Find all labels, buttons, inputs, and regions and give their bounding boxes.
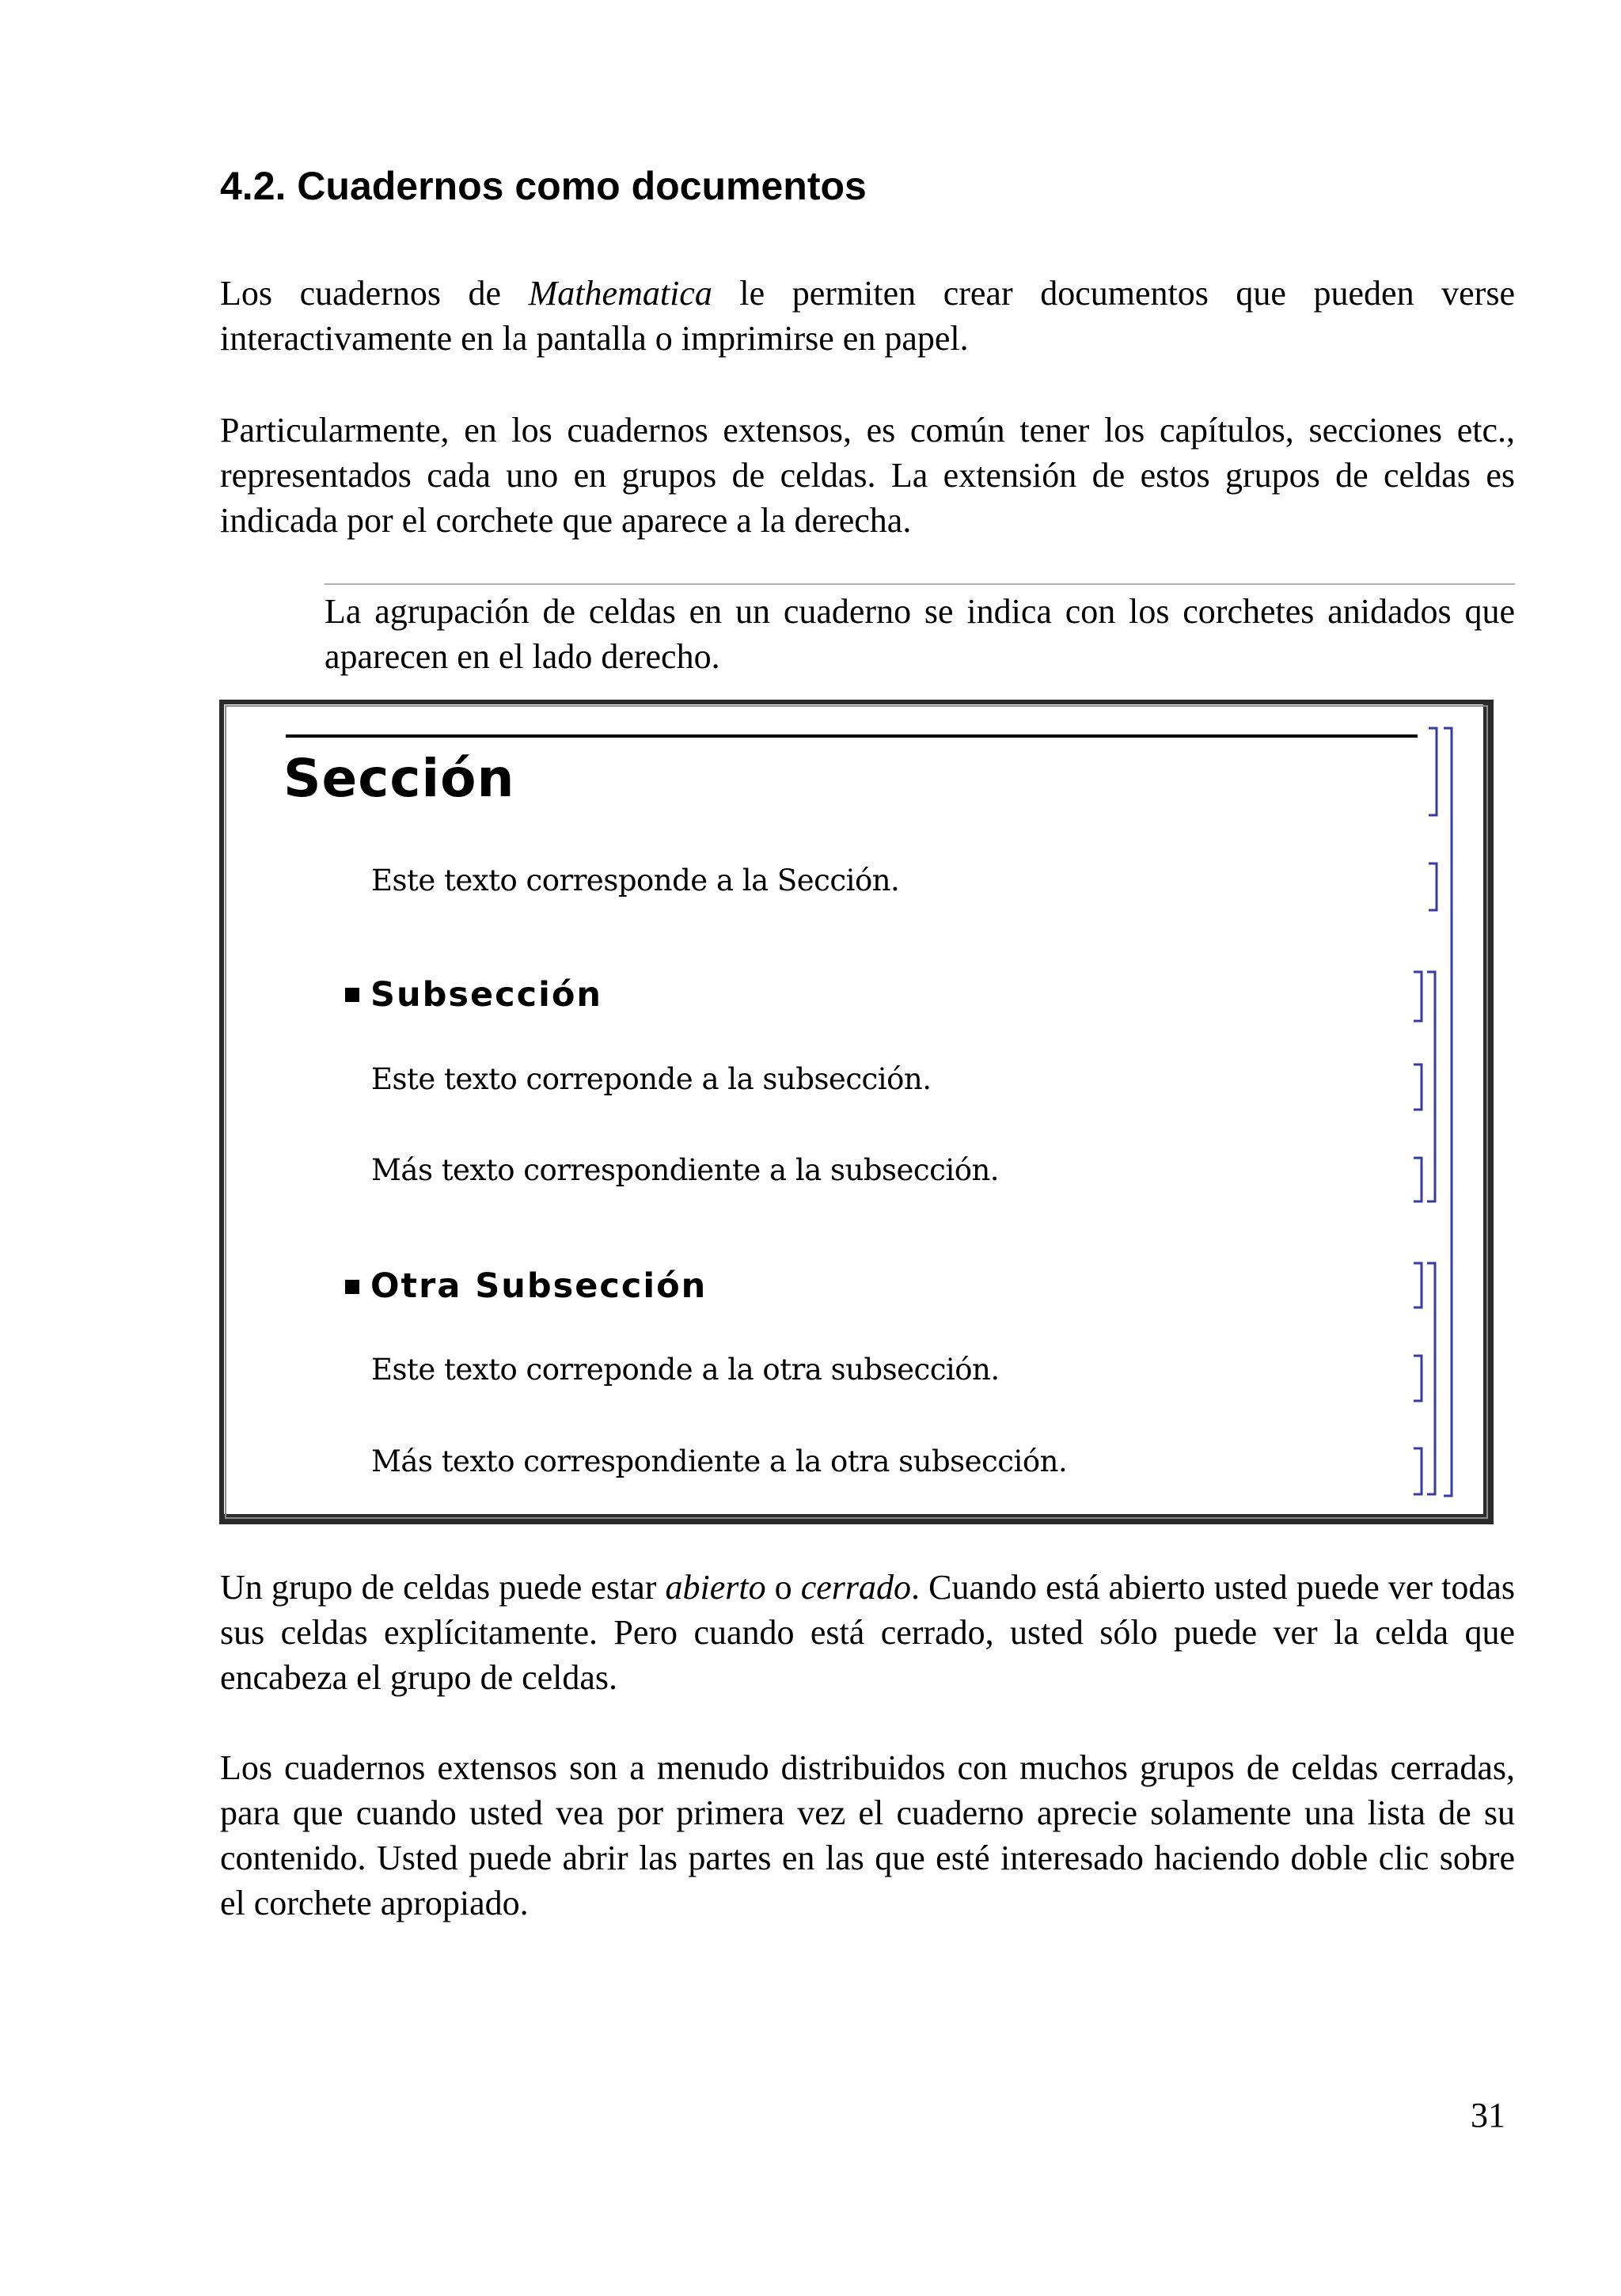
paragraph-open-closed-start: Un grupo de celdas puede estar [220,1568,666,1607]
caption-rule [325,583,1515,585]
cell-bracket[interactable] [1414,1263,1422,1307]
term-open: abierto [665,1568,766,1607]
paragraph-intro [220,271,1515,361]
paragraph-distribution: Los cuadernos extensos son a menudo distribuidos con muchos grupos de celdas cerradas, para que cuando usted vea por primera vez el cuaderno aprecie solamente una lista de su contenido. Usted puede abrir las partes en las que esté interesado haciendo doble clic sobre el corchete apropiado. [220,1748,1515,1922]
paragraph-open-closed [220,1565,1515,1700]
paragraph-open-closed-or: o [765,1568,801,1607]
paragraph-open-closed-end: . Cuando está abierto usted puede ver todas sus celdas explícitamente. Pero cuando está cerrado, usted sólo puede ver la celda que encabeza el grupo de celdas. [220,1568,1516,1697]
subgroup-bracket[interactable] [1427,1263,1435,1494]
cell-bracket[interactable] [1414,1158,1422,1201]
cell-brackets [224,704,1483,1514]
notebook-subsection-title[interactable]: Subsección [370,975,602,1015]
product-name: Mathematica [528,274,712,313]
notebook-figure [219,700,1494,1524]
cell-bracket[interactable] [1414,972,1422,1021]
paragraph-groups: Particularmente, en los cuadernos extensos, es común tener los capítulos, secciones etc., representados cada uno en grupos de celdas. La extensión de estos grupos de celdas es indicada por el corchete que aparece a la derecha. [220,411,1515,540]
notebook-subsection-text-more[interactable]: Más texto correspondiente a la subsección. [371,1153,1000,1187]
page-title: 4.2. Cuadernos como documentos [220,164,867,208]
paragraph-intro-end: le permiten crear documentos que pueden verse interactivamente en la pantalla o imprimirse en papel. [220,274,1515,358]
cell-bracket[interactable] [1414,1356,1422,1401]
notebook-section-title[interactable]: Sección [283,748,515,809]
page-number: 31 [1471,2096,1505,2135]
cell-bracket[interactable] [1429,728,1437,815]
paragraph-intro-start: Los cuadernos de [220,274,529,313]
notebook-subsection-text[interactable]: Este texto correponde a la subsección. [371,1062,932,1096]
notebook-other-subsection-text-more[interactable]: Más texto correspondiente a la otra subsección. [371,1444,1068,1478]
notebook-section-text[interactable]: Este texto corresponde a la Sección. [371,863,900,898]
subgroup-bracket[interactable] [1427,972,1435,1201]
notebook-other-subsection-title[interactable]: Otra Subsección [370,1266,708,1306]
term-closed: cerrado [800,1568,912,1607]
cell-bracket[interactable] [1429,863,1437,910]
notebook-other-subsection-text[interactable]: Este texto correponde a la otra subsección. [371,1353,1000,1387]
figure-caption: La agrupación de celdas en un cuaderno se indica con los corchetes anidados que aparecen en el lado derecho. [325,592,1515,676]
section-group-bracket[interactable] [1444,728,1452,1496]
cell-bracket[interactable] [1414,1065,1422,1110]
cell-bracket[interactable] [1414,1448,1422,1494]
